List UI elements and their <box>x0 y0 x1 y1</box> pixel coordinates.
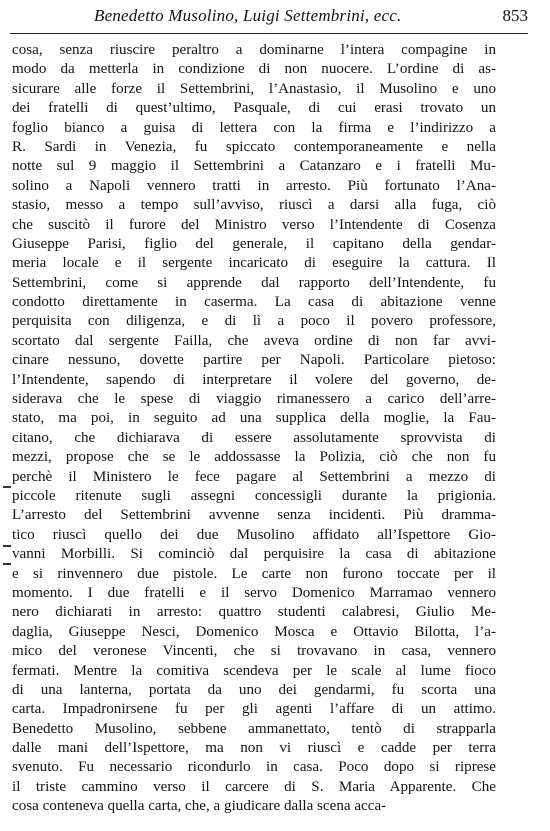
text-line: Settembrini, come si apprende dal rapporto dell’Intendente, fu <box>12 274 496 291</box>
header-rule <box>10 33 528 34</box>
text-line: di una lanterna, portata da uno dei gendarmi, fu scorta una <box>12 681 496 698</box>
text-line: sicurare alle forze il Settembrini, l’Anastasio, il Musolino e uno <box>12 80 496 97</box>
text-line: condotto direttamente in caserma. La casa di abitazione venne <box>12 294 496 311</box>
text-line: e si rinvennero due pistole. Le carte non furono toccate per il <box>12 565 496 582</box>
text-line: perchè il Ministero le fece pagare al Settembrini a mezzo di <box>12 468 496 485</box>
running-title: Benedetto Musolino, Luigi Settembrini, ecc. <box>94 6 402 25</box>
text-line: solino a Napoli vennero tratti in arresto. Più fortunato l’Ana- <box>12 177 496 194</box>
text-line: cosa conteneva quella carta, che, a giudicare dalla scena acca- <box>12 798 387 815</box>
text-line: svenuto. Fu necessario ricondurlo in casa. Poco dopo si riprese <box>12 759 496 776</box>
text-line: dei fratelli di quest’ultimo, Pasquale, di cui erasi trovato un <box>12 100 496 117</box>
text-line: scortato dal sergente Failla, che aveva ordine di non far avvi- <box>12 332 496 349</box>
text-line: L’arresto del Settembrini avvenne senza incidenti. Più dramma- <box>12 507 496 524</box>
text-line: fermati. Mentre la comitiva scendeva per le scale al lume fioco <box>12 662 496 679</box>
text-line: Giuseppe Parisi, figlio del generale, il capitano della gendar- <box>12 235 496 252</box>
margin-tick-mark <box>3 563 11 565</box>
text-line: nero dichiarati in arresto: quattro studenti calabresi, Giulio Me- <box>12 604 496 621</box>
text-line: piccole ritenute sugli assegni concessigli durante la prigionia. <box>12 487 496 504</box>
text-line: cinare nessuno, dovette partire per Napoli. Particolare pietoso: <box>12 352 496 369</box>
text-line: dalle mani dell’Ispettore, ma non vi riuscì e cadde per terra <box>12 740 496 757</box>
text-line: citano, che dichiarava di essere assolutamente sprovvista di <box>12 429 496 446</box>
text-line: vanni Morbilli. Si cominciò dal perquisire la casa di abitazione <box>12 546 496 563</box>
text-line: mico del veronese Vincenti, che si trovavano in casa, vennero <box>12 643 496 660</box>
text-line: stasio, messo a tempo sull’avviso, riuscì a darsi alla fuga, ciò <box>12 197 496 214</box>
text-line: daglia, Giuseppe Nesci, Domenico Mosca e Ottavio Bilotta, l’a- <box>12 623 496 640</box>
text-line: il triste cammino verso il carcere di S. Maria Apparente. Che <box>12 778 496 795</box>
text-line: carta. Impadronirsene fu per gli agenti l’affare di un attimo. <box>12 701 496 718</box>
text-line: modo da metterla in condizione di non nuocere. L’ordine di as- <box>12 61 496 78</box>
text-line: perquisita con diligenza, e di lì a poco il povero professore, <box>12 313 496 330</box>
text-line: stato, ma poi, in seguito ad una supplica della moglie, la Fau- <box>12 410 496 427</box>
text-line: cosa, senza riuscire peraltro a dominarne l’intera compagine in <box>12 42 496 58</box>
text-line: R. Sardi in Venezia, fu spiccato contemporaneamente e nella <box>12 138 496 155</box>
text-line: foglio bianco a guisa di lettera con la firma e l’indirizzo a <box>12 119 496 136</box>
text-line: l’Intendente, sapendo di interpretare il volere del governo, de- <box>12 371 496 388</box>
running-header <box>16 6 528 30</box>
text-line: siderava che le spese di viaggio rimanessero a carico dell’arre- <box>12 391 496 408</box>
text-line: notte sul 9 maggio il Settembrini a Catanzaro e i fratelli Mu- <box>12 158 496 175</box>
body-text <box>12 41 496 817</box>
margin-tick-mark <box>3 545 11 547</box>
margin-tick-mark <box>3 486 11 488</box>
text-line: mezzi, propose che se le addossasse la Polizia, ciò che non fu <box>12 449 496 466</box>
page-number: 853 <box>502 6 528 25</box>
text-line: momento. I due fratelli e il servo Domenico Marramao vennero <box>12 584 496 601</box>
text-line: Benedetto Musolino, sebbene ammanettato, tentò di strapparla <box>12 720 496 737</box>
text-line: che suscitò il furore del Ministro verso l’Intendente di Cosenza <box>12 216 496 233</box>
text-line: tico riuscì quello dei due Musolino affidato all’Ispettore Gio- <box>12 526 496 543</box>
text-line: meria locale e il sergente incaricato di eseguire la cattura. Il <box>12 255 496 272</box>
